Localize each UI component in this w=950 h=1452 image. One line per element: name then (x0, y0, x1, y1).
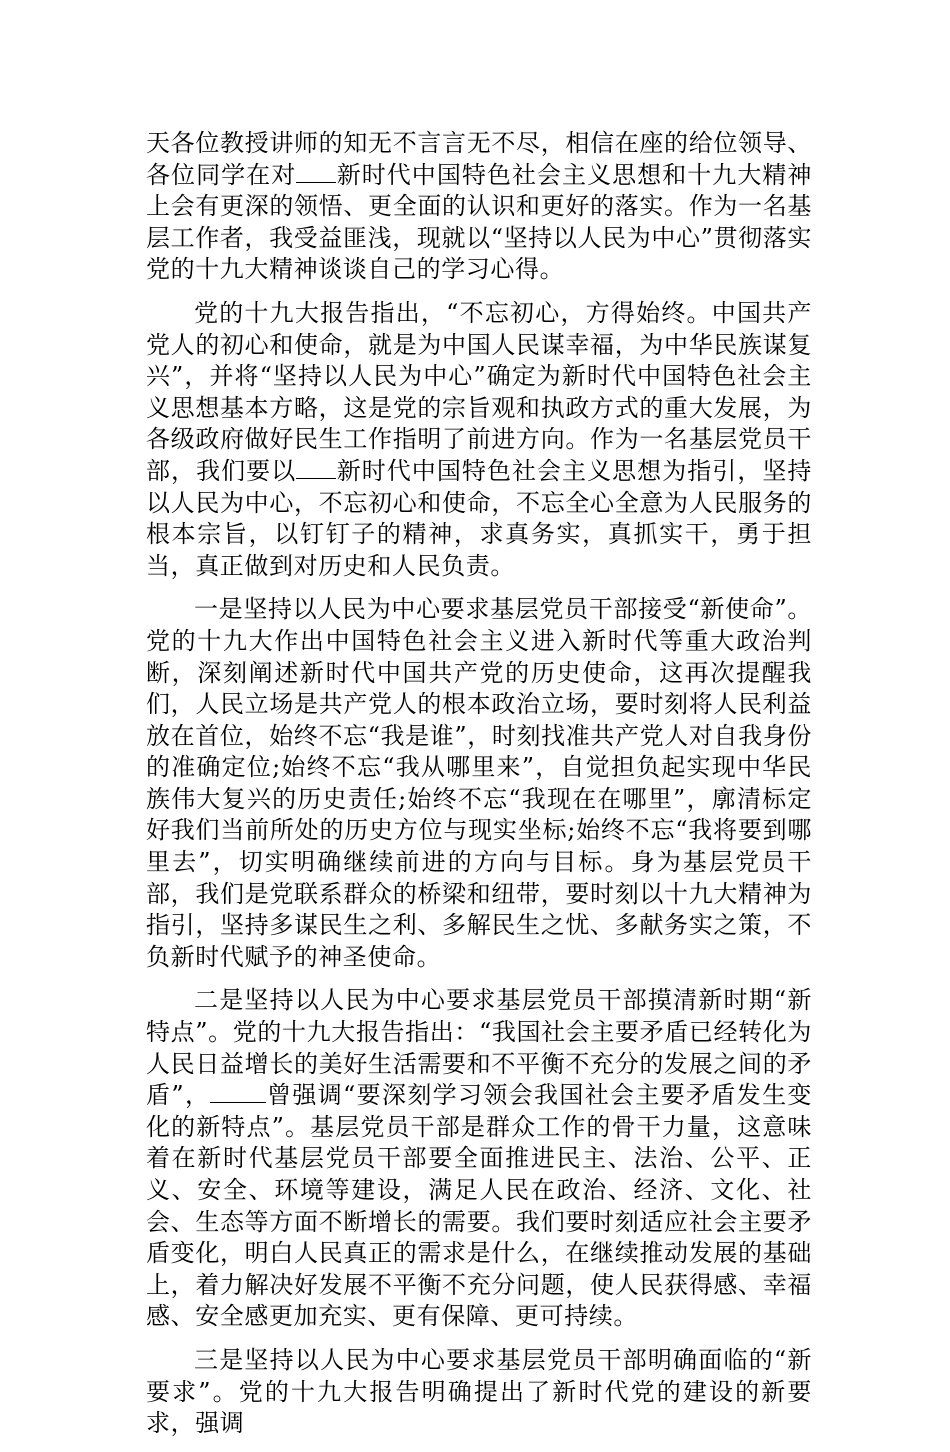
fill-in-blank (296, 160, 336, 183)
paragraph-new-features (146, 985, 812, 1333)
paragraph-text: 新时代中国特色社会主义思想为指引，坚持以人民为中心，不忘初心和使命，不忘全心全意为人民服务的根本宗旨，以钉钉子的精神，求真务实，真抓实干，勇于担当，真正做到对历史和人民负责。 (146, 456, 812, 580)
paragraph-text: 三是坚持以人民为中心要求基层党员干部明确面临的“新要求”。党的十九大报告明确提出了新时代党的建设的新要求，强调 (146, 1345, 812, 1438)
paragraph-intro (146, 128, 812, 286)
paragraph-text: 曾强调“要深刻学习领会我国社会主要矛盾发生变化的新特点”。基层党员干部是群众工作的骨干力量，这意味着在新时代基层党员干部要全面推进民主、法治、公平、正义、安全、环境等建设，满足人民在政治、经济、文化、社会、生态等方面不断增长的需要。我们要时刻适应社会主要矛盾变化，明白人民真正的需求是什么，在继续推动发展的基础上，着力解决好发展不平衡不充分问题，使人民获得感、幸福感、安全感更加充实、更有保障、更可持续。 (146, 1081, 813, 1331)
paragraph-text: 天各位教授讲师的知无不言言无不尽，相信在座的给位领导、各位同学在对 (146, 129, 812, 189)
paragraph-text: 二是坚持以人民为中心要求基层党员干部摸清新时期“新特点”。党的十九大报告指出：“我国社会主要矛盾已经转化为人民日益增长的美好生活需要和不平衡不充分的发展之间的矛盾”， (146, 986, 812, 1110)
paragraph-text: 新时代中国特色社会主义思想和十九大精神上会有更深的领悟、更全面的认识和更好的落实。作为一名基层工作者，我受益匪浅，现就以“坚持以人民为中心”贯彻落实党的十九大精神谈谈自己的学习心得。 (146, 160, 812, 284)
paragraph-new-requirements (146, 1345, 812, 1440)
paragraph-text: 一是坚持以人民为中心要求基层党员干部接受“新使命”。党的十九大作出中国特色社会主义进入新时代等重大政治判断，深刻阐述新时代中国共产党的历史使命，这再次提醒我们，人民立场是共产党人的根本政治立场，要时刻将人民利益放在首位，始终不忘“我是谁”，时刻找准共产党人对自我身份的准确定位;始终不忘“我从哪里来”，自觉担负起实现中华民族伟大复兴的历史责任;始终不忘“我现在在哪里”，廓清标定好我们当前所处的历史方位与现实坐标;始终不忘“我将要到哪里去”，切实明确继续前进的方向与目标。身为基层党员干部，我们是党联系群众的桥梁和纽带，要时刻以十九大精神为指引，坚持多谋民生之利、多解民生之忧、多献务实之策，不负新时代赋予的神圣使命。 (146, 595, 812, 971)
fill-in-blank (296, 456, 336, 479)
paragraph-new-mission (146, 594, 812, 973)
fill-in-blank (210, 1080, 266, 1103)
document-body (146, 128, 812, 1452)
paragraph-report-summary (146, 298, 812, 582)
paragraph-text: 党的十九大报告指出，“不忘初心，方得始终。中国共产党人的初心和使命，就是为中国人民谋幸福，为中华民族谋复兴”，并将“坚持以人民为中心”确定为新时代中国特色社会主义思想基本方略，这是党的宗旨观和执政方式的重大发展，为各级政府做好民生工作指明了前进方向。作为一名基层党员干部，我们要以 (146, 298, 812, 485)
